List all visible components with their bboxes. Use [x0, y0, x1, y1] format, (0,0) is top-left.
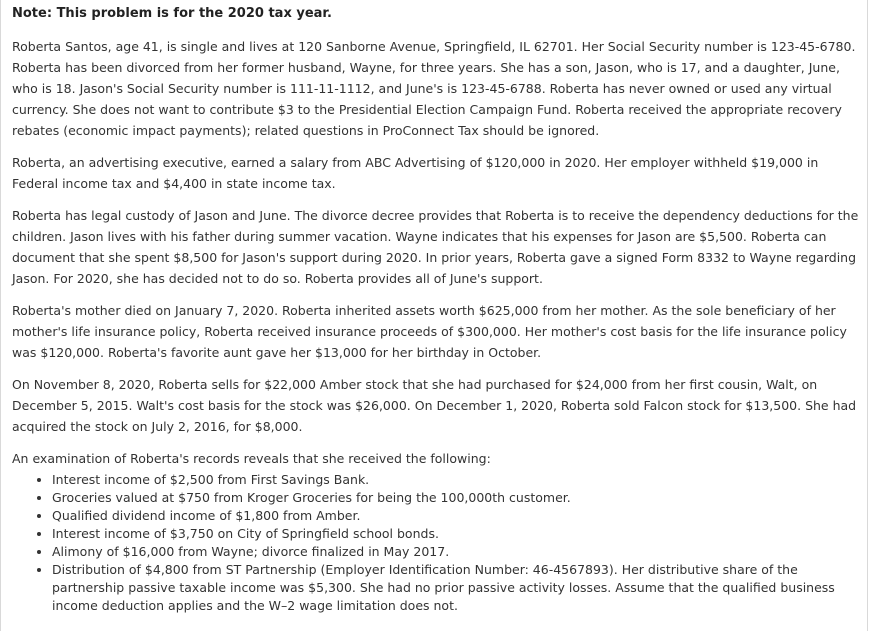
paragraph-personal-info: Roberta Santos, age 41, is single and lives at 120 Sanborne Avenue, Springfield, IL 62701. Her Social Security number is 123-45-6780. Roberta has been divorced from her former husband, Wayne, for three years. She has a son, Jason, who is 17, and a daughter, June, who is 18. Jason's Social Security number is 111-11-1112, and June's is 123-45-6788. Roberta has never owned or used any virtual currency. She does not want to contribute $3 to the Presidential Election Campaign Fund. Roberta received the appropriate recovery rebates (economic impact payments); related questions in ProConnect Tax should be ignored. — [12, 39, 856, 138]
paragraph-inheritance: Roberta's mother died on January 7, 2020. Roberta inherited assets worth $625,000 from her mother. As the sole beneficiary of her mother's life insurance policy, Roberta received insurance proceeds of $300,000. Her mother's cost basis for the life insurance policy was $120,000. Roberta's favorite aunt gave her $13,000 for her birthday in October. — [12, 303, 847, 360]
list-item: • Interest income of $3,750 on City of Springfield school bonds. — [52, 525, 867, 543]
list-item: • Distribution of $4,800 from ST Partnership (Employer Identification Number: 46-4567893). Her distributive share of the partnership passive taxable income was $5,300. She had no prior passive activity losses. Assume that the qualified business income deduction applies and the W–2 wage limitation does not. — [52, 561, 867, 615]
paragraph-records-intro: An examination of Roberta's records reveals that she received the following: — [12, 451, 491, 466]
list-item: • Groceries valued at $750 from Kroger Groceries for being the 100,000th customer. — [52, 489, 867, 507]
paragraph-stock-sales: On November 8, 2020, Roberta sells for $22,000 Amber stock that she had purchased for $24,000 from her first cousin, Walt, on December 5, 2015. Walt's cost basis for the stock was $26,000. On December 1, 2020, Roberta sold Falcon stock for $13,500. She had acquired the stock on July 2, 2016, for $8,000. — [12, 377, 857, 434]
income-items-list — [12, 471, 867, 615]
list-item: • Qualified dividend income of $1,800 from Amber. — [52, 507, 867, 525]
list-item: • Interest income of $2,500 from First Savings Bank. — [52, 471, 867, 489]
paragraph-dependents: Roberta has legal custody of Jason and June. The divorce decree provides that Roberta is to receive the dependency deductions for the children. Jason lives with his father during summer vacation. Wayne indicates that his expenses for Jason are $5,500. Roberta can document that she spent $8,500 for Jason's support during 2020. In prior years, Roberta gave a signed Form 8332 to Wayne regarding Jason. For 2020, she has decided not to do so. Roberta provides all of June's support. — [12, 208, 859, 286]
list-item: • Alimony of $16,000 from Wayne; divorce finalized in May 2017. — [52, 543, 867, 561]
paragraph-salary: Roberta, an advertising executive, earned a salary from ABC Advertising of $120,000 in 2020. Her employer withheld $19,000 in Federal income tax and $4,400 in state income tax. — [12, 155, 819, 191]
problem-note: Note: This problem is for the 2020 tax year. — [12, 6, 332, 21]
